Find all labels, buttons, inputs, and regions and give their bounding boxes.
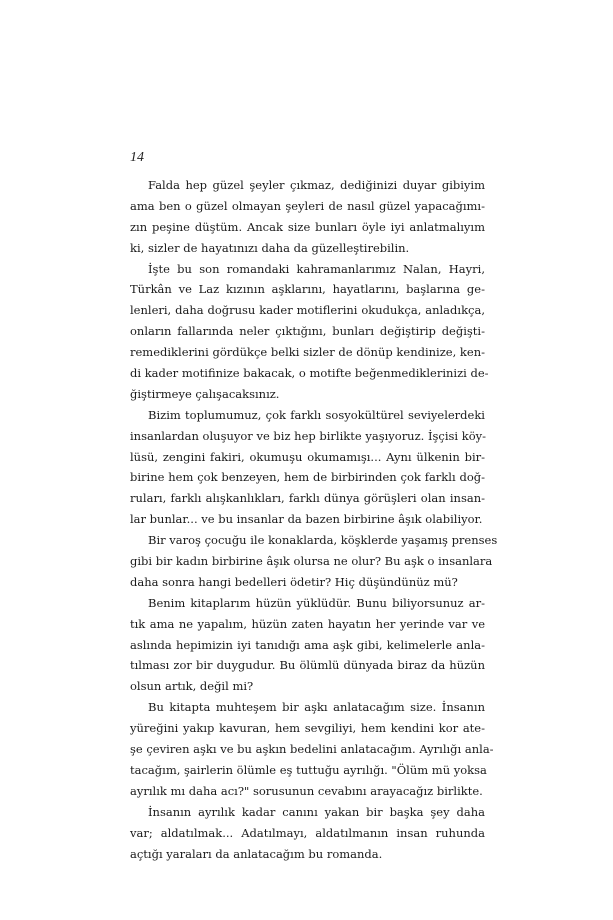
paragraph — [130, 405, 485, 530]
text-line: birine hem çok benzeyen, hem de birbirinden çok farklı doğ- — [130, 470, 485, 485]
text-line: Bu kitapta muhteşem bir aşkı anlatacağım size. İnsanın — [148, 700, 485, 715]
paragraph — [130, 802, 485, 865]
text-line: aslında hepimizin iyi tanıdığı ama aşk gibi, kelimelerle anla- — [130, 637, 485, 652]
text-line: Benim kitaplarım hüzün yüklüdür. Bunu biliyorsunuz ar- — [148, 595, 485, 610]
text-line: tacağım, şairlerin ölümle eş tuttuğu ayrılığı. "Ölüm mü yoksa — [130, 762, 487, 777]
text-line: Türkân ve Laz kızının aşklarını, hayatlarını, başlarına ge- — [130, 282, 485, 297]
text-line: daha sonra hangi bedelleri ödetir? Hiç düşündünüz mü? — [130, 574, 458, 589]
text-line: lar bunlar... ve bu insanlar da bazen birbirine âşık olabiliyor. — [130, 512, 483, 527]
text-line: açtığı yaraları da anlatacağım bu romanda. — [130, 846, 383, 861]
text-line: remediklerini gördükçe belki sizler de dönüp kendinize, ken- — [130, 345, 485, 360]
text-line: ruları, farklı alışkanlıkları, farklı dünya görüşleri olan insan- — [130, 491, 485, 506]
text-line: Falda hep güzel şeyler çıkmaz, dediğinizi duyar gibiyim — [148, 178, 485, 192]
text-line: insanlardan oluşuyor ve biz hep birlikte yaşıyoruz. İşçisi köy- — [130, 428, 487, 443]
text-line: İşte bu son romandaki kahramanlarımız Nalan, Hayri, — [148, 261, 485, 276]
paragraph — [130, 530, 498, 593]
text-line: ğiştirmeye çalışacaksınız. — [130, 386, 280, 401]
text-line: var; aldatılmak... Adatılmayı, aldatılmanın insan ruhunda — [130, 825, 485, 840]
text-line: ama ben o güzel olmayan şeyleri de nasıl güzel yapacağımı- — [130, 198, 485, 213]
text-line: tılması zor bir duygudur. Bu ölümlü dünyada biraz da hüzün — [130, 658, 485, 673]
text-line: gibi bir kadın birbirine âşık olursa ne olur? Bu aşk o insanlara — [130, 554, 493, 569]
text-line: di kader motifinize bakacak, o motifte beğenmediklerinizi de- — [130, 366, 489, 381]
page-number: 14 — [130, 150, 144, 165]
paragraph — [130, 259, 489, 405]
text-line: yüreğini yakıp kavuran, hem sevgiliyi, hem kendini kor ate- — [130, 721, 485, 736]
paragraph — [130, 175, 485, 259]
text-line: ki, sizler de hayatınızı daha da güzelleştirebilin. — [130, 240, 410, 255]
text-line: zın peşine düştüm. Ancak size bunları öyle iyi anlatmalıyım — [130, 219, 485, 234]
text-line: lenleri, daha doğrusu kader motiflerini okudukça, anladıkça, — [130, 303, 485, 318]
paragraph — [130, 697, 494, 801]
text-line: tık ama ne yapalım, hüzün zaten hayatın her yerinde var ve — [130, 616, 485, 631]
paragraph — [130, 593, 485, 697]
text-line: şe çeviren aşkı ve bu aşkın bedelini anlatacağım. Ayrılığı anla- — [130, 742, 494, 757]
body-text — [130, 175, 498, 864]
text-line: lüsü, zengini fakiri, okumuşu okumamışı... Aynı ülkenin bir- — [130, 449, 485, 464]
text-line: onların fallarında neler çıktığını, bunları değiştirip değişti- — [130, 324, 485, 339]
text-line: İnsanın ayrılık kadar canını yakan bir başka şey daha — [148, 804, 485, 819]
text-line: ayrılık mı daha acı?" sorusunun cevabını arayacağız birlikte. — [130, 783, 483, 798]
text-line: Bizim toplumumuz, çok farklı sosyokültürel seviyelerdeki — [148, 407, 485, 422]
text-line: Bir varoş çocuğu ile konaklarda, köşklerde yaşamış prenses — [148, 533, 498, 548]
text-line: olsun artık, değil mi? — [130, 679, 254, 694]
